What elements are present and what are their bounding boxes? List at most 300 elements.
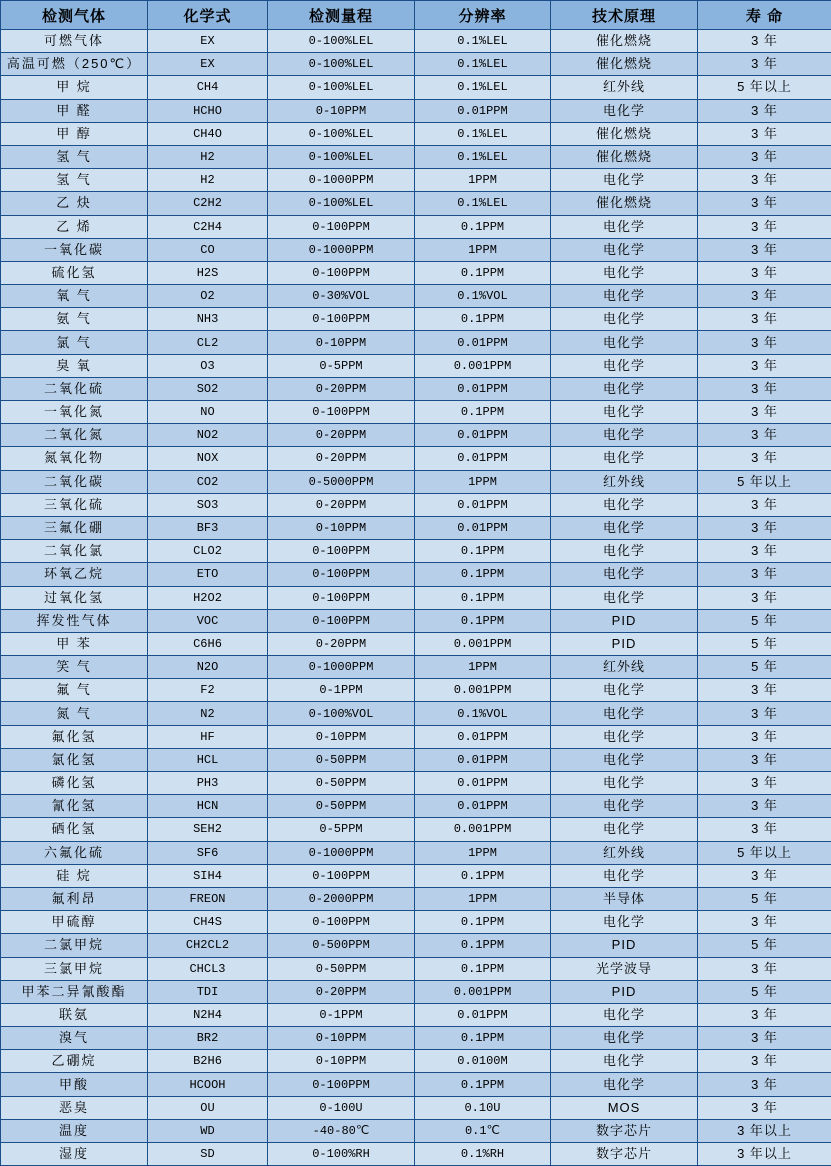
cell-resolution: 0.001PPM [415, 980, 551, 1003]
cell-principle: 红外线 [551, 656, 698, 679]
cell-resolution: 0.1PPM [415, 1073, 551, 1096]
cell-resolution: 0.1PPM [415, 563, 551, 586]
cell-gas-name: 硒化氢 [1, 818, 148, 841]
cell-resolution: 0.01PPM [415, 377, 551, 400]
table-row [1, 632, 831, 655]
table-row [1, 30, 831, 53]
cell-life: 3 年 [698, 1027, 831, 1050]
cell-resolution: 0.1%LEL [415, 76, 551, 99]
cell-formula: SO2 [148, 377, 268, 400]
cell-range: 0-20PPM [268, 377, 415, 400]
cell-life: 3 年 [698, 424, 831, 447]
cell-resolution: 1PPM [415, 656, 551, 679]
cell-gas-name: 二氧化氮 [1, 424, 148, 447]
table-row [1, 424, 831, 447]
table-row [1, 841, 831, 864]
cell-range: 0-100PPM [268, 540, 415, 563]
cell-formula: NO2 [148, 424, 268, 447]
cell-life: 3 年 [698, 679, 831, 702]
table-header [1, 1, 831, 30]
table-row [1, 563, 831, 586]
cell-range: 0-100U [268, 1096, 415, 1119]
cell-resolution: 1PPM [415, 841, 551, 864]
cell-formula: PH3 [148, 772, 268, 795]
table-row [1, 215, 831, 238]
cell-range: 0-100%LEL [268, 53, 415, 76]
cell-principle: 电化学 [551, 563, 698, 586]
cell-principle: 电化学 [551, 679, 698, 702]
table-row [1, 980, 831, 1003]
cell-resolution: 1PPM [415, 238, 551, 261]
cell-principle: 催化燃烧 [551, 192, 698, 215]
cell-life: 3 年 [698, 331, 831, 354]
cell-range: 0-5000PPM [268, 470, 415, 493]
cell-gas-name: 温度 [1, 1119, 148, 1142]
cell-gas-name: 二氯甲烷 [1, 934, 148, 957]
cell-formula: C2H4 [148, 215, 268, 238]
cell-resolution: 0.1%LEL [415, 30, 551, 53]
cell-gas-name: 乙 烯 [1, 215, 148, 238]
cell-life: 3 年 [698, 818, 831, 841]
cell-gas-name: 二氧化硫 [1, 377, 148, 400]
cell-range: 0-2000PPM [268, 887, 415, 910]
table-row [1, 795, 831, 818]
cell-principle: 电化学 [551, 516, 698, 539]
table-row [1, 516, 831, 539]
cell-life: 5 年 [698, 632, 831, 655]
cell-range: 0-100PPM [268, 911, 415, 934]
cell-gas-name: 氯 气 [1, 331, 148, 354]
table-row [1, 656, 831, 679]
cell-range: 0-1000PPM [268, 169, 415, 192]
cell-gas-name: 甲硫醇 [1, 911, 148, 934]
table-row [1, 609, 831, 632]
cell-formula: F2 [148, 679, 268, 702]
cell-range: 0-500PPM [268, 934, 415, 957]
cell-range: 0-20PPM [268, 424, 415, 447]
cell-principle: 电化学 [551, 447, 698, 470]
cell-principle: 电化学 [551, 748, 698, 771]
cell-life: 3 年 [698, 795, 831, 818]
cell-formula: VOC [148, 609, 268, 632]
cell-life: 3 年 [698, 493, 831, 516]
cell-range: 0-100PPM [268, 563, 415, 586]
cell-principle: 电化学 [551, 911, 698, 934]
cell-life: 3 年 [698, 702, 831, 725]
cell-formula: SIH4 [148, 864, 268, 887]
cell-formula: HCL [148, 748, 268, 771]
column-header-range: 检测量程 [268, 1, 415, 30]
table-row [1, 401, 831, 424]
table-row [1, 99, 831, 122]
cell-formula: B2H6 [148, 1050, 268, 1073]
cell-gas-name: 乙硼烷 [1, 1050, 148, 1073]
table-row [1, 447, 831, 470]
table-row [1, 122, 831, 145]
cell-principle: 电化学 [551, 354, 698, 377]
cell-resolution: 0.01PPM [415, 424, 551, 447]
cell-principle: 电化学 [551, 586, 698, 609]
cell-life: 3 年 [698, 540, 831, 563]
cell-range: 0-20PPM [268, 980, 415, 1003]
cell-range: 0-1000PPM [268, 656, 415, 679]
table-row [1, 911, 831, 934]
column-header-resolution: 分辨率 [415, 1, 551, 30]
cell-formula: SD [148, 1143, 268, 1166]
cell-principle: 催化燃烧 [551, 145, 698, 168]
cell-resolution: 0.01PPM [415, 493, 551, 516]
cell-formula: CLO2 [148, 540, 268, 563]
table-row [1, 1119, 831, 1142]
cell-resolution: 0.1%LEL [415, 122, 551, 145]
cell-principle: 电化学 [551, 377, 698, 400]
cell-formula: CO [148, 238, 268, 261]
cell-formula: TDI [148, 980, 268, 1003]
cell-resolution: 0.01PPM [415, 516, 551, 539]
cell-principle: PID [551, 980, 698, 1003]
cell-life: 3 年以上 [698, 1143, 831, 1166]
cell-principle: 电化学 [551, 795, 698, 818]
cell-life: 3 年 [698, 864, 831, 887]
cell-principle: 电化学 [551, 238, 698, 261]
cell-life: 3 年 [698, 1003, 831, 1026]
cell-gas-name: 甲 苯 [1, 632, 148, 655]
cell-range: 0-1PPM [268, 679, 415, 702]
cell-gas-name: 硫化氢 [1, 261, 148, 284]
table-row [1, 679, 831, 702]
cell-resolution: 0.1%RH [415, 1143, 551, 1166]
cell-life: 3 年 [698, 911, 831, 934]
cell-formula: WD [148, 1119, 268, 1142]
table-row [1, 331, 831, 354]
cell-range: 0-100PPM [268, 864, 415, 887]
cell-gas-name: 一氧化氮 [1, 401, 148, 424]
cell-principle: 红外线 [551, 841, 698, 864]
cell-formula: CO2 [148, 470, 268, 493]
cell-life: 3 年 [698, 563, 831, 586]
cell-resolution: 0.001PPM [415, 632, 551, 655]
cell-gas-name: 氯化氢 [1, 748, 148, 771]
cell-gas-name: 六氟化硫 [1, 841, 148, 864]
cell-range: 0-100%LEL [268, 145, 415, 168]
cell-formula: N2H4 [148, 1003, 268, 1026]
cell-life: 3 年 [698, 285, 831, 308]
table-row [1, 169, 831, 192]
cell-life: 3 年 [698, 238, 831, 261]
cell-principle: 电化学 [551, 725, 698, 748]
cell-resolution: 0.1%LEL [415, 53, 551, 76]
cell-range: 0-5PPM [268, 818, 415, 841]
cell-life: 3 年 [698, 169, 831, 192]
cell-gas-name: 氢 气 [1, 145, 148, 168]
cell-range: 0-100%VOL [268, 702, 415, 725]
cell-resolution: 0.01PPM [415, 795, 551, 818]
cell-formula: C6H6 [148, 632, 268, 655]
cell-life: 3 年 [698, 53, 831, 76]
cell-life: 3 年 [698, 586, 831, 609]
cell-resolution: 0.001PPM [415, 679, 551, 702]
cell-formula: CL2 [148, 331, 268, 354]
cell-gas-name: 三氧化硫 [1, 493, 148, 516]
table-row [1, 1143, 831, 1166]
cell-gas-name: 过氧化氢 [1, 586, 148, 609]
cell-gas-name: 二氧化氯 [1, 540, 148, 563]
cell-principle: 电化学 [551, 331, 698, 354]
table-row [1, 470, 831, 493]
cell-range: 0-30%VOL [268, 285, 415, 308]
cell-formula: CH4O [148, 122, 268, 145]
table-row [1, 145, 831, 168]
cell-resolution: 0.0100M [415, 1050, 551, 1073]
cell-life: 3 年 [698, 99, 831, 122]
cell-formula: HCOOH [148, 1073, 268, 1096]
cell-gas-name: 氮 气 [1, 702, 148, 725]
table-row [1, 238, 831, 261]
table-row [1, 540, 831, 563]
cell-formula: CHCL3 [148, 957, 268, 980]
cell-resolution: 0.01PPM [415, 772, 551, 795]
cell-principle: 电化学 [551, 285, 698, 308]
cell-principle: 电化学 [551, 1050, 698, 1073]
cell-life: 5 年 [698, 609, 831, 632]
cell-gas-name: 乙 炔 [1, 192, 148, 215]
cell-resolution: 0.1PPM [415, 864, 551, 887]
cell-gas-name: 氨 气 [1, 308, 148, 331]
cell-resolution: 0.10U [415, 1096, 551, 1119]
cell-gas-name: 氟利昂 [1, 887, 148, 910]
column-header-formula: 化学式 [148, 1, 268, 30]
table-row [1, 586, 831, 609]
table-row [1, 285, 831, 308]
cell-principle: PID [551, 632, 698, 655]
cell-formula: SF6 [148, 841, 268, 864]
table-row [1, 772, 831, 795]
cell-gas-name: 甲 烷 [1, 76, 148, 99]
cell-gas-name: 臭 氧 [1, 354, 148, 377]
cell-resolution: 0.01PPM [415, 748, 551, 771]
cell-range: 0-100%LEL [268, 76, 415, 99]
cell-life: 3 年 [698, 1073, 831, 1096]
cell-range: 0-1000PPM [268, 841, 415, 864]
cell-gas-name: 可燃气体 [1, 30, 148, 53]
cell-range: 0-100PPM [268, 609, 415, 632]
cell-principle: 电化学 [551, 424, 698, 447]
table-body [1, 30, 831, 1166]
cell-life: 3 年 [698, 30, 831, 53]
cell-formula: CH4 [148, 76, 268, 99]
cell-principle: 红外线 [551, 470, 698, 493]
cell-range: 0-20PPM [268, 493, 415, 516]
cell-range: 0-100%LEL [268, 192, 415, 215]
cell-resolution: 0.001PPM [415, 818, 551, 841]
cell-gas-name: 甲苯二异氰酸酯 [1, 980, 148, 1003]
table-row [1, 725, 831, 748]
cell-range: 0-50PPM [268, 772, 415, 795]
cell-resolution: 0.1%LEL [415, 145, 551, 168]
cell-formula: NH3 [148, 308, 268, 331]
cell-range: 0-1PPM [268, 1003, 415, 1026]
cell-range: 0-20PPM [268, 447, 415, 470]
cell-principle: 电化学 [551, 1003, 698, 1026]
cell-range: 0-10PPM [268, 99, 415, 122]
cell-life: 3 年 [698, 957, 831, 980]
cell-resolution: 0.1PPM [415, 1027, 551, 1050]
cell-resolution: 0.01PPM [415, 331, 551, 354]
cell-life: 5 年以上 [698, 76, 831, 99]
cell-formula: HCHO [148, 99, 268, 122]
cell-resolution: 1PPM [415, 887, 551, 910]
cell-range: 0-10PPM [268, 516, 415, 539]
cell-range: 0-10PPM [268, 331, 415, 354]
cell-resolution: 0.1PPM [415, 261, 551, 284]
cell-range: 0-10PPM [268, 1027, 415, 1050]
cell-life: 3 年 [698, 215, 831, 238]
cell-formula: CH4S [148, 911, 268, 934]
cell-life: 5 年以上 [698, 470, 831, 493]
cell-gas-name: 湿度 [1, 1143, 148, 1166]
cell-range: 0-50PPM [268, 957, 415, 980]
table-row [1, 308, 831, 331]
cell-principle: PID [551, 609, 698, 632]
table-row [1, 1073, 831, 1096]
cell-resolution: 0.1PPM [415, 957, 551, 980]
cell-resolution: 1PPM [415, 470, 551, 493]
cell-principle: 电化学 [551, 261, 698, 284]
cell-gas-name: 溴气 [1, 1027, 148, 1050]
cell-range: 0-50PPM [268, 795, 415, 818]
cell-principle: 电化学 [551, 215, 698, 238]
cell-resolution: 0.1PPM [415, 586, 551, 609]
cell-range: 0-100PPM [268, 401, 415, 424]
cell-life: 3 年 [698, 354, 831, 377]
cell-principle: 电化学 [551, 99, 698, 122]
cell-range: 0-100PPM [268, 261, 415, 284]
cell-gas-name: 高温可燃（250℃） [1, 53, 148, 76]
table-row [1, 934, 831, 957]
cell-life: 3 年 [698, 122, 831, 145]
cell-principle: 电化学 [551, 818, 698, 841]
cell-range: -40-80℃ [268, 1119, 415, 1142]
cell-range: 0-100PPM [268, 308, 415, 331]
table-row [1, 493, 831, 516]
cell-formula: N2 [148, 702, 268, 725]
cell-range: 0-10PPM [268, 725, 415, 748]
cell-formula: BF3 [148, 516, 268, 539]
cell-range: 0-100%LEL [268, 122, 415, 145]
cell-gas-name: 一氧化碳 [1, 238, 148, 261]
table-row [1, 354, 831, 377]
table-row [1, 377, 831, 400]
cell-resolution: 0.1%VOL [415, 702, 551, 725]
cell-life: 5 年 [698, 656, 831, 679]
cell-resolution: 0.1%LEL [415, 192, 551, 215]
cell-life: 5 年 [698, 980, 831, 1003]
cell-gas-name: 硅 烷 [1, 864, 148, 887]
cell-life: 3 年 [698, 401, 831, 424]
cell-principle: MOS [551, 1096, 698, 1119]
cell-formula: CH2CL2 [148, 934, 268, 957]
cell-formula: NO [148, 401, 268, 424]
cell-formula: N2O [148, 656, 268, 679]
cell-gas-name: 氟 气 [1, 679, 148, 702]
cell-principle: 电化学 [551, 540, 698, 563]
cell-resolution: 0.1PPM [415, 308, 551, 331]
cell-range: 0-100%RH [268, 1143, 415, 1166]
table-row [1, 53, 831, 76]
cell-resolution: 0.1PPM [415, 934, 551, 957]
cell-life: 3 年 [698, 308, 831, 331]
cell-gas-name: 挥发性气体 [1, 609, 148, 632]
cell-range: 0-100PPM [268, 1073, 415, 1096]
cell-resolution: 0.1%VOL [415, 285, 551, 308]
cell-formula: OU [148, 1096, 268, 1119]
cell-gas-name: 环氧乙烷 [1, 563, 148, 586]
column-header-gas: 检测气体 [1, 1, 148, 30]
table-row [1, 192, 831, 215]
cell-formula: EX [148, 53, 268, 76]
cell-life: 3 年以上 [698, 1119, 831, 1142]
cell-principle: 催化燃烧 [551, 30, 698, 53]
cell-gas-name: 二氧化碳 [1, 470, 148, 493]
cell-gas-name: 笑 气 [1, 656, 148, 679]
cell-principle: 光学波导 [551, 957, 698, 980]
table-row [1, 864, 831, 887]
cell-formula: H2O2 [148, 586, 268, 609]
cell-formula: O3 [148, 354, 268, 377]
cell-formula: HF [148, 725, 268, 748]
table-row [1, 76, 831, 99]
cell-formula: H2 [148, 145, 268, 168]
cell-life: 5 年 [698, 887, 831, 910]
table-row [1, 887, 831, 910]
cell-life: 3 年 [698, 748, 831, 771]
cell-principle: 电化学 [551, 169, 698, 192]
column-header-life: 寿 命 [698, 1, 831, 30]
cell-range: 0-20PPM [268, 632, 415, 655]
cell-range: 0-100PPM [268, 215, 415, 238]
cell-principle: 数字芯片 [551, 1119, 698, 1142]
cell-resolution: 0.1PPM [415, 540, 551, 563]
cell-principle: 催化燃烧 [551, 122, 698, 145]
cell-formula: O2 [148, 285, 268, 308]
cell-resolution: 0.1PPM [415, 401, 551, 424]
cell-gas-name: 甲 醛 [1, 99, 148, 122]
cell-formula: NOX [148, 447, 268, 470]
table-row [1, 1003, 831, 1026]
cell-formula: FREON [148, 887, 268, 910]
cell-life: 3 年 [698, 1050, 831, 1073]
table-row [1, 1027, 831, 1050]
cell-principle: 电化学 [551, 308, 698, 331]
cell-gas-name: 氮氧化物 [1, 447, 148, 470]
cell-life: 3 年 [698, 516, 831, 539]
table-row [1, 1096, 831, 1119]
cell-gas-name: 三氯甲烷 [1, 957, 148, 980]
cell-life: 3 年 [698, 192, 831, 215]
cell-range: 0-10PPM [268, 1050, 415, 1073]
cell-principle: 催化燃烧 [551, 53, 698, 76]
cell-principle: 电化学 [551, 864, 698, 887]
table-row [1, 1050, 831, 1073]
cell-formula: BR2 [148, 1027, 268, 1050]
cell-range: 0-5PPM [268, 354, 415, 377]
cell-resolution: 0.1℃ [415, 1119, 551, 1142]
cell-formula: SO3 [148, 493, 268, 516]
cell-principle: 电化学 [551, 401, 698, 424]
table-row [1, 818, 831, 841]
cell-range: 0-100%LEL [268, 30, 415, 53]
cell-life: 3 年 [698, 145, 831, 168]
